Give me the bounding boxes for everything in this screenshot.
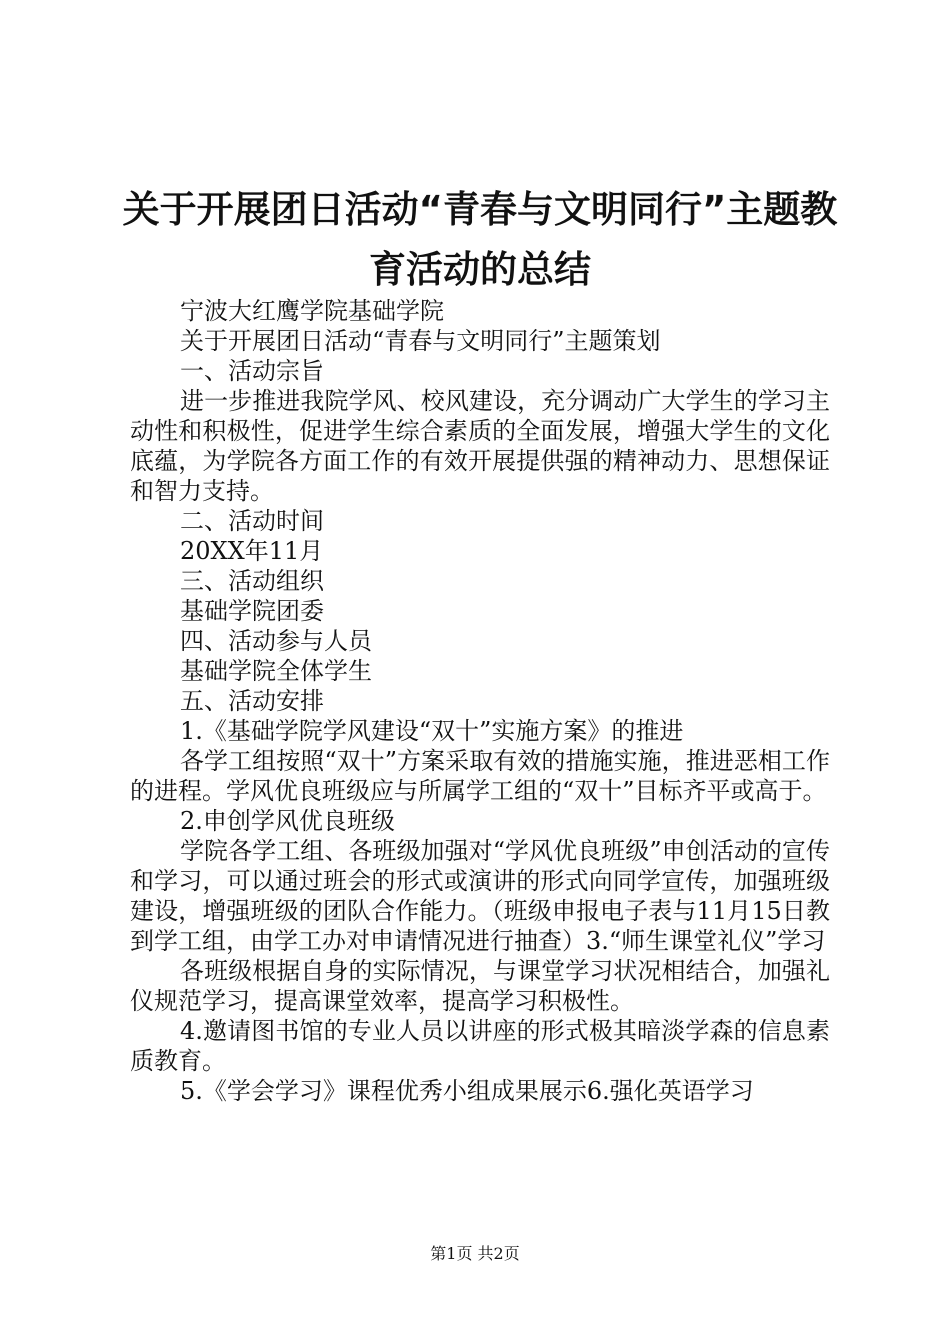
item-4: 4.邀请图书馆的专业人员以讲座的形式极其暗淡学森的信息素质教育。 bbox=[130, 1017, 830, 1075]
item-1-body: 各学工组按照“双十”方案采取有效的措施实施，推进恶相工作的进程。学风优良班级应与所属学工组的“双十”目标齐平或高于。 bbox=[130, 747, 830, 805]
paragraph-participants: 基础学院全体学生 bbox=[180, 657, 372, 685]
paragraph-purpose: 进一步推进我院学风、校风建设，充分调动广大学生的学习主动性和积极性，促进学生综合素质的全面发展，增强大学生的文化底蕴，为学院各方面工作的有效开展提供强的精神动力、思想保证和智力支持。 bbox=[130, 387, 830, 505]
heading-participants: 四、活动参与人员 bbox=[180, 627, 372, 655]
page-footer: 第1页 共2页 bbox=[430, 1244, 520, 1263]
heading-organizer: 三、活动组织 bbox=[180, 567, 324, 595]
document-title-line-1: 关于开展团日活动“青春与文明同行”主题教 bbox=[122, 188, 838, 231]
item-3-body: 各班级根据自身的实际情况，与课堂学习状况相结合，加强礼仪规范学习，提高课堂效率，提高学习积极性。 bbox=[130, 957, 830, 1015]
item-2-title: 2.申创学风优良班级 bbox=[180, 807, 395, 835]
heading-purpose: 一、活动宗旨 bbox=[180, 357, 324, 385]
document-body bbox=[130, 296, 830, 1106]
heading-arrangement: 五、活动安排 bbox=[180, 687, 324, 715]
item-1-title: 1.《基础学院学风建设“双十”实施方案》的推进 bbox=[180, 717, 684, 745]
item-2-body: 学院各学工组、各班级加强对“学风优良班级”申创活动的宣传和学习，可以通过班会的形式或演讲的形式向同学宣传，加强班级建设，增强班级的团队合作能力。（班级申报电子表与11月15日教到学工组，由学工办对申请情况进行抽查）3.“师生课堂礼仪”学习 bbox=[130, 837, 830, 955]
paragraph-plan-title: 关于开展团日活动“青春与文明同行”主题策划 bbox=[180, 327, 661, 355]
paragraph-org: 宁波大红鹰学院基础学院 bbox=[180, 297, 444, 325]
heading-time: 二、活动时间 bbox=[180, 507, 324, 535]
paragraph-organizer: 基础学院团委 bbox=[180, 597, 324, 625]
document-title-line-2: 育活动的总结 bbox=[369, 248, 591, 291]
item-5-6: 5.《学会学习》课程优秀小组成果展示6.强化英语学习 bbox=[180, 1077, 754, 1105]
paragraph-time: 20XX年11月 bbox=[180, 537, 324, 565]
